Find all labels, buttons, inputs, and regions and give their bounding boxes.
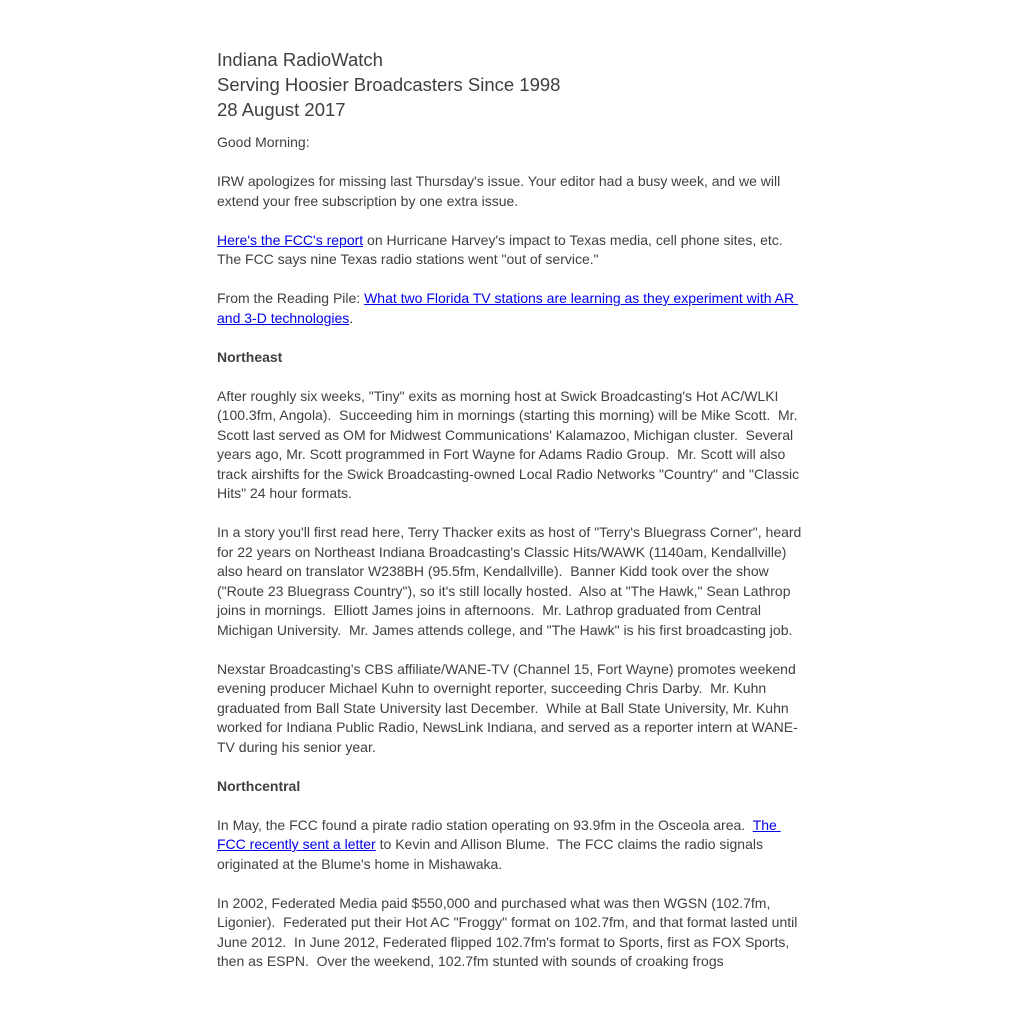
- paragraph: [217, 387, 809, 504]
- paragraph: [217, 523, 809, 640]
- inline-link[interactable]: What two Florida TV stations are learning as they experiment with AR and 3-D technologies: [217, 290, 799, 326]
- issue-date: 28 August 2017: [217, 99, 346, 120]
- inline-link[interactable]: The FCC recently sent a letter: [217, 816, 781, 852]
- paragraph: [217, 894, 809, 972]
- text-run: IRW apologizes for missing last Thursday's issue. Your editor had a busy week, and we will extend your free subscription by one extra issue.: [217, 173, 785, 209]
- text-run: Good Morning:: [217, 134, 310, 150]
- inline-link[interactable]: Here's the FCC's report: [217, 231, 364, 248]
- text-run: .: [349, 309, 354, 326]
- text-run: In 2002, Federated Media paid $550,000 and purchased what was then WGSN (102.7fm, Ligonier). Federated put their Hot AC "Froggy" format on 102.7fm, and that format lasted until June 2012. In June 2012, Federated flipped 102.7fm's format to Sports, first as FOX Sports, then as ESPN. Over the weekend, 102.7fm stunted with sounds of croaking frogs: [217, 894, 802, 969]
- text-run: In a story you'll first read here, Terry Thacker exits as host of "Terry's Bluegrass Corner", heard for 22 years on Northeast Indiana Broadcasting's Classic Hits/WAWK (1140am, Kendallville) also heard on translator W238BH (95.5fm, Kendallville). Banner Kidd took over the show ("Route 23 Bluegrass Country"), so it's still locally hosted. Also at "The Hawk," Sean Lathrop joins in mornings. Elliott James joins in afternoons. Mr. Lathrop graduated from Central Michigan University. Mr. James attends college, and "The Hawk" is his first broadcasting job.: [217, 524, 806, 638]
- paragraph: [217, 231, 809, 270]
- paragraph: [217, 172, 809, 211]
- newsletter-body: [217, 133, 809, 972]
- text-run: In May, the FCC found a pirate radio station operating on 93.9fm in the Osceola area.: [217, 816, 753, 833]
- paragraph: [217, 133, 809, 153]
- newsletter-tagline: Serving Hoosier Broadcasters Since 1998: [217, 74, 561, 95]
- text-run: to Kevin and Allison Blume. The FCC claims the radio signals originated at the Blume's home in Mishawaka.: [217, 836, 767, 872]
- section-heading: Northcentral: [217, 777, 301, 794]
- newsletter-header: [217, 47, 818, 122]
- text-run: From the Reading Pile:: [217, 290, 365, 306]
- newsletter-title: Indiana RadioWatch: [217, 49, 383, 70]
- paragraph: [217, 289, 809, 328]
- text-run: After roughly six weeks, "Tiny" exits as morning host at Swick Broadcasting's Hot AC/WLKI (100.3fm, Angola). Succeeding him in mornings (starting this morning) will be Mike Scott. Mr. Scott last served as OM for Midwest Communications' Kalamazoo, Michigan cluster. Several years ago, Mr. Scott programmed in Fort Wayne for Adams Radio Group. Mr. Scott will also track airshifts for the Swick Broadcasting-owned Local Radio Networks "Country" and "Classic Hits" 24 hour formats.: [217, 387, 804, 501]
- text-run: Nexstar Broadcasting's CBS affiliate/WANE-TV (Channel 15, Fort Wayne) promotes weekend evening producer Michael Kuhn to overnight reporter, succeeding Chris Darby. Mr. Kuhn graduated from Ball State University last December. While at Ball State University, Mr. Kuhn worked for Indiana Public Radio, NewsLink Indiana, and served as a reporter intern at WANE-TV during his senior year.: [217, 660, 800, 755]
- text-run: on Hurricane Harvey's impact to Texas media, cell phone sites, etc. The FCC says nine Texas radio stations went "out of service.": [217, 231, 791, 267]
- paragraph: [217, 660, 809, 758]
- section-heading: Northeast: [217, 348, 283, 365]
- paragraph: [217, 816, 809, 875]
